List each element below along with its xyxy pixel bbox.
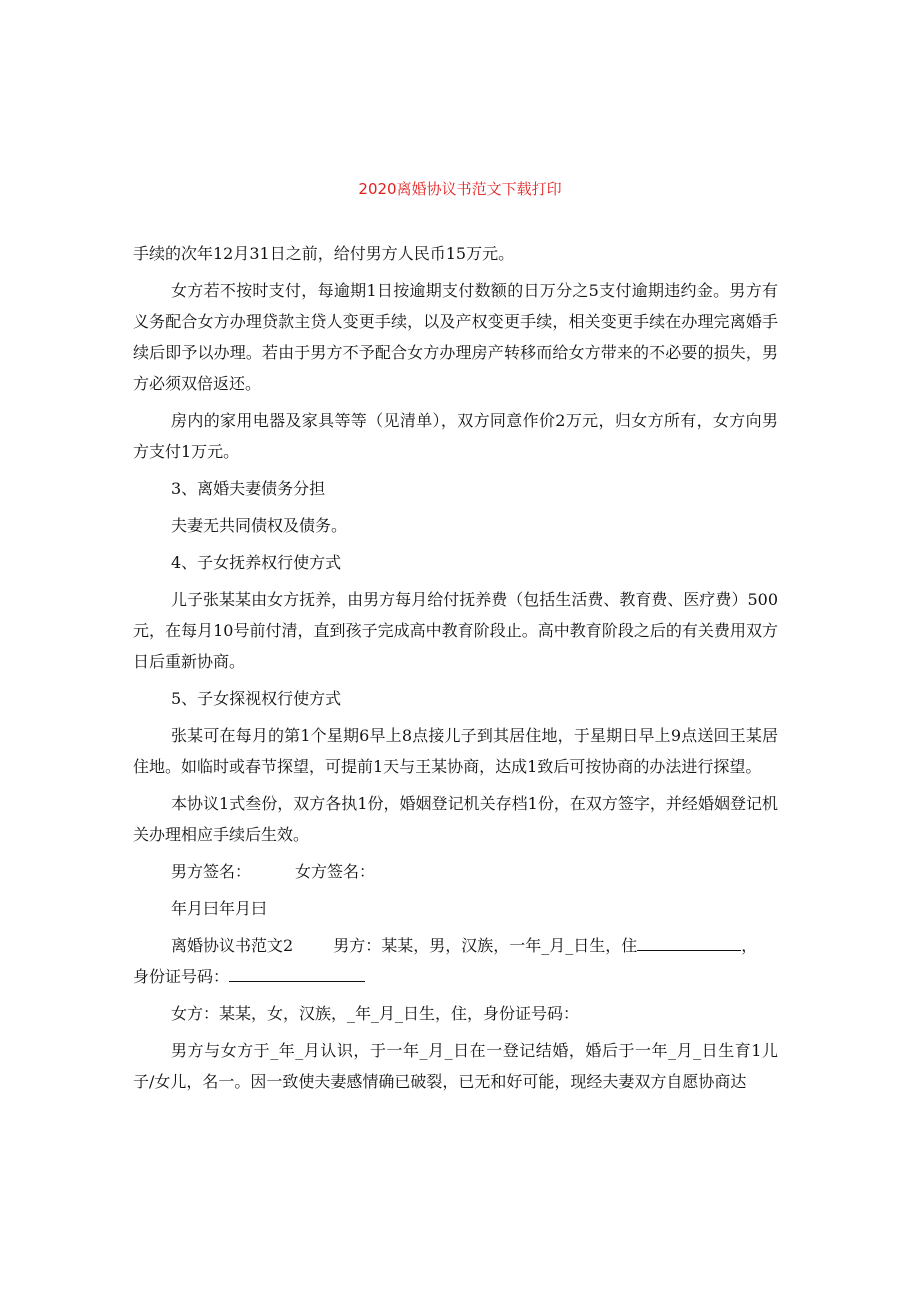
document-body	[133, 238, 778, 1103]
heading-custody: 4、子女抚养权行使方式	[171, 553, 342, 572]
paragraph-appliances: 房内的家用电器及家具等等（见清单），双方同意作价2万元，归女方所有，女方向男方支付1万元。	[133, 411, 778, 461]
heading-debt-sharing: 3、离婚夫妻债务分担	[171, 479, 326, 498]
sample2-male-row	[133, 930, 778, 961]
sample2-male-comma: ，	[741, 936, 758, 955]
sample2-paragraph: 男方与女方于_年_月认识，于一年_月_日在一登记结婚，婚后于一年_月_日生育1儿子/女儿，名一。因一致使夫妻感情确已破裂，已无和好可能，现经夫妻双方自愿协商达	[133, 1041, 778, 1091]
heading-visitation: 5、子女探视权行使方式	[171, 689, 342, 708]
paragraph-no-debt: 夫妻无共同债权及债务。	[171, 516, 348, 535]
id-number-blank	[229, 963, 365, 982]
paragraph-late-penalty: 女方若不按时支付，每逾期1日按逾期支付数额的日万分之5支付逾期违约金。男方有义务配合女方办理贷款主贷人变更手续，以及产权变更手续，相关变更手续在办理完离婚手续后即予以办理。若由于男方不予配合女方办理房产转移而给女方带来的不必要的损失，男方必须双倍返还。	[133, 281, 778, 393]
document-title: 2020离婚协议书范文下载打印	[358, 180, 562, 198]
id-number-label: 身份证号码：	[133, 967, 230, 986]
address-blank	[637, 932, 741, 951]
paragraph-payment-deadline: 手续的次年12月31日之前，给付男方人民币15万元。	[133, 244, 515, 263]
sample2-female-row: 女方：某某，女，汉族，_年_月_日生，住，身份证号码：	[171, 1004, 580, 1023]
female-signature-label: 女方签名：	[295, 862, 376, 881]
sample2-male-info: 男方：某某，男，汉族，一年_月_日生，住	[333, 936, 638, 955]
paragraph-copies: 本协议1式叁份，双方各执1份，婚姻登记机关存档1份，在双方签字，并经婚姻登记机关办理相应手续后生效。	[133, 794, 778, 844]
signature-row	[133, 856, 778, 887]
sample2-id-row	[133, 961, 778, 992]
sample2-title: 离婚协议书范文2	[171, 936, 294, 955]
paragraph-child-support: 儿子张某某由女方抚养，由男方每月给付抚养费（包括生活费、教育费、医疗费）500元，在每月10号前付清，直到孩子完成高中教育阶段止。高中教育阶段之后的有关费用双方日后重新协商。	[133, 590, 778, 671]
paragraph-visitation: 张某可在每月的第1个星期6早上8点接儿子到其居住地，于星期日早上9点送回王某居住地。如临时或春节探望，可提前1天与王某协商，达成1致后可按协商的办法进行探望。	[133, 726, 778, 776]
male-signature-label: 男方签名：	[171, 862, 252, 881]
date-row: 年月曰年月曰	[171, 899, 268, 918]
